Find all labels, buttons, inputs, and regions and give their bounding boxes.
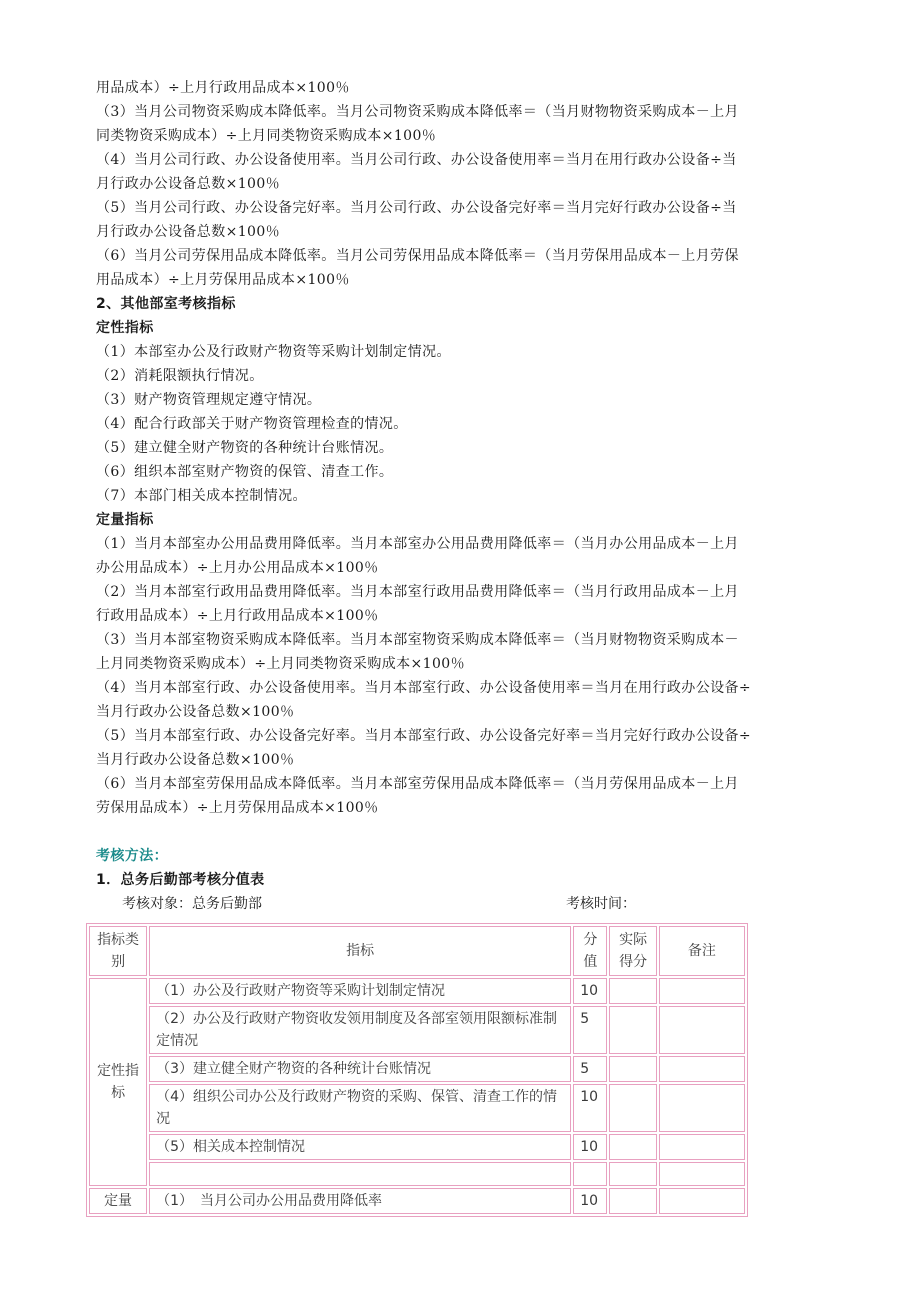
table-row bbox=[89, 1134, 745, 1160]
list-item: （2）消耗限额执行情况。 bbox=[96, 368, 264, 384]
text-line: （3）当月公司物资采购成本降低率。当月公司物资采购成本降低率＝（当月财物物资采购成本－上月 bbox=[96, 104, 739, 120]
score-table bbox=[86, 923, 748, 1217]
table-row bbox=[89, 1006, 745, 1054]
header-category: 指标类别 bbox=[89, 926, 147, 976]
list-item: （4）配合行政部关于财产物资管理检查的情况。 bbox=[96, 416, 408, 432]
score-cell: 5 bbox=[573, 1006, 607, 1054]
note-cell[interactable] bbox=[659, 1084, 745, 1132]
indicator-cell bbox=[149, 1162, 571, 1186]
method-heading: 考核方法： bbox=[96, 848, 168, 864]
note-cell[interactable] bbox=[659, 1006, 745, 1054]
text-line: 行政用品成本）÷上月行政用品成本×100％ bbox=[96, 608, 379, 624]
text-line: （3）当月本部室物资采购成本降低率。当月本部室物资采购成本降低率＝（当月财物物资采购成本－ bbox=[96, 632, 739, 648]
indicator-cell: （4）组织公司办公及行政财产物资的采购、保管、清查工作的情况 bbox=[149, 1084, 571, 1132]
table-row bbox=[89, 978, 745, 1004]
table-row bbox=[89, 1056, 745, 1082]
actual-score-cell[interactable] bbox=[609, 1188, 656, 1214]
quantitative-heading: 定量指标 bbox=[96, 512, 154, 528]
text-line: 同类物资采购成本）÷上月同类物资采购成本×100％ bbox=[96, 128, 437, 144]
score-cell bbox=[573, 1162, 607, 1186]
header-actual: 实际得分 bbox=[609, 926, 656, 976]
note-cell[interactable] bbox=[659, 1162, 745, 1186]
text-line: 劳保用品成本）÷上月劳保用品成本×100％ bbox=[96, 800, 379, 816]
text-line: 上月同类物资采购成本）÷上月同类物资采购成本×100％ bbox=[96, 656, 465, 672]
indicator-cell: （1）办公及行政财产物资等采购计划制定情况 bbox=[149, 978, 571, 1004]
text-line: （5）当月本部室行政、办公设备完好率。当月本部室行政、办公设备完好率＝当月完好行政办公设备÷ bbox=[96, 728, 752, 744]
list-item: （7）本部门相关成本控制情况。 bbox=[96, 488, 307, 504]
text-line: （2）当月本部室行政用品费用降低率。当月本部室行政用品费用降低率＝（当月行政用品成本－上月 bbox=[96, 584, 739, 600]
header-score: 分值 bbox=[573, 926, 607, 976]
indicator-cell: （2）办公及行政财产物资收发领用制度及各部室领用限额标准制定情况 bbox=[149, 1006, 571, 1054]
actual-score-cell[interactable] bbox=[609, 1162, 656, 1186]
text-line: 用品成本）÷上月行政用品成本×100％ bbox=[96, 80, 350, 96]
list-item: （5）建立健全财产物资的各种统计台账情况。 bbox=[96, 440, 394, 456]
header-indicator: 指标 bbox=[149, 926, 571, 976]
score-cell: 10 bbox=[573, 1134, 607, 1160]
quantitative-list bbox=[96, 532, 836, 820]
section-heading: 2、其他部室考核指标 bbox=[96, 296, 236, 312]
note-cell[interactable] bbox=[659, 1134, 745, 1160]
text-line: 当月行政办公设备总数×100％ bbox=[96, 752, 295, 768]
table-row bbox=[89, 1188, 745, 1214]
table-row bbox=[89, 1084, 745, 1132]
text-line: （6）当月本部室劳保用品成本降低率。当月本部室劳保用品成本降低率＝（当月劳保用品成本－上月 bbox=[96, 776, 739, 792]
actual-score-cell[interactable] bbox=[609, 1006, 656, 1054]
actual-score-cell[interactable] bbox=[609, 1134, 656, 1160]
list-item: （3）财产物资管理规定遵守情况。 bbox=[96, 392, 322, 408]
actual-score-cell[interactable] bbox=[609, 978, 656, 1004]
spacer bbox=[96, 820, 836, 844]
note-cell[interactable] bbox=[659, 1056, 745, 1082]
indicator-cell: （1） 当月公司办公用品费用降低率 bbox=[149, 1188, 571, 1214]
note-cell[interactable] bbox=[659, 1188, 745, 1214]
note-cell[interactable] bbox=[659, 978, 745, 1004]
text-line: （4）当月本部室行政、办公设备使用率。当月本部室行政、办公设备使用率＝当月在用行政办公设备÷ bbox=[96, 680, 752, 696]
table-row-empty bbox=[89, 1162, 745, 1186]
table-header-row bbox=[89, 926, 745, 976]
indicator-cell: （5）相关成本控制情况 bbox=[149, 1134, 571, 1160]
score-cell: 10 bbox=[573, 1084, 607, 1132]
text-line: （5）当月公司行政、办公设备完好率。当月公司行政、办公设备完好率＝当月完好行政办公设备÷当 bbox=[96, 200, 737, 216]
score-cell: 10 bbox=[573, 978, 607, 1004]
score-cell: 5 bbox=[573, 1056, 607, 1082]
text-line: （1）当月本部室办公用品费用降低率。当月本部室办公用品费用降低率＝（当月办公用品成本－上月 bbox=[96, 536, 739, 552]
category-cell: 定量 bbox=[89, 1188, 147, 1214]
indicator-cell: （3）建立健全财产物资的各种统计台账情况 bbox=[149, 1056, 571, 1082]
document-body bbox=[96, 76, 836, 916]
table-title: 1．总务后勤部考核分值表 bbox=[96, 872, 265, 888]
subject-label: 考核对象：总务后勤部 bbox=[122, 896, 262, 912]
text-line: 月行政办公设备总数×100％ bbox=[96, 224, 281, 240]
top-formula-block bbox=[96, 76, 836, 292]
text-line: 办公用品成本）÷上月办公用品成本×100％ bbox=[96, 560, 379, 576]
actual-score-cell[interactable] bbox=[609, 1084, 656, 1132]
qualitative-list bbox=[96, 340, 836, 508]
time-label: 考核时间： bbox=[566, 896, 636, 912]
table-meta bbox=[96, 892, 836, 916]
list-item: （6）组织本部室财产物资的保管、清查工作。 bbox=[96, 464, 394, 480]
text-line: 用品成本）÷上月劳保用品成本×100％ bbox=[96, 272, 350, 288]
text-line: （4）当月公司行政、办公设备使用率。当月公司行政、办公设备使用率＝当月在用行政办公设备÷当 bbox=[96, 152, 737, 168]
text-line: （6）当月公司劳保用品成本降低率。当月公司劳保用品成本降低率＝（当月劳保用品成本－上月劳保 bbox=[96, 248, 739, 264]
score-cell: 10 bbox=[573, 1188, 607, 1214]
actual-score-cell[interactable] bbox=[609, 1056, 656, 1082]
text-line: 月行政办公设备总数×100％ bbox=[96, 176, 281, 192]
header-note: 备注 bbox=[659, 926, 745, 976]
text-line: 当月行政办公设备总数×100％ bbox=[96, 704, 295, 720]
category-cell: 定性指标 bbox=[89, 978, 147, 1186]
qualitative-heading: 定性指标 bbox=[96, 320, 154, 336]
list-item: （1）本部室办公及行政财产物资等采购计划制定情况。 bbox=[96, 344, 451, 360]
